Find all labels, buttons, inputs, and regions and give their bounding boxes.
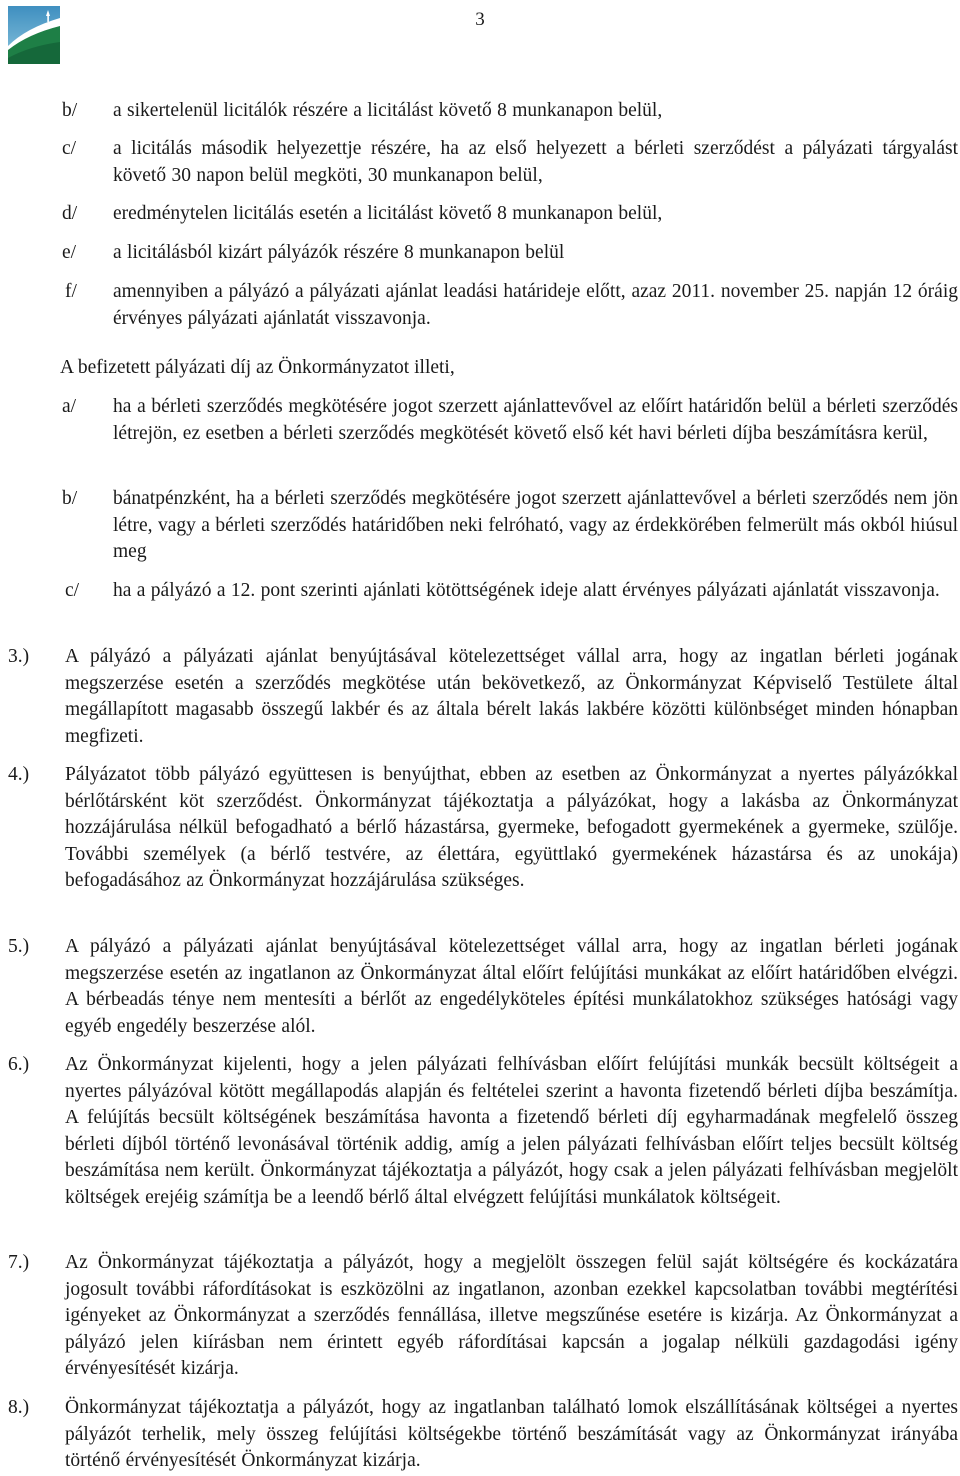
list-item-text: a sikertelenül licitálók részére a licitálást követő 8 munkanapon belül, [113, 100, 663, 121]
list-item-text: a licitálás második helyezettje részére, ha az első helyezett a bérleti szerződést a pályázati tárgyalást követő 30 napon belül megköti, 30 munkanapon belül, [113, 138, 958, 186]
page-number: 3 [475, 9, 485, 30]
section-text: Pályázatot több pályázó együttesen is benyújthat, ebben az esetben az Önkormányzat a nyertes pályázókkal bérlőtársként köt szerződést. Önkormányzat tájékoztatja a pályázókat, hogy a lakásba az Önkormányzat hozzájárulása nélkül befogadható a bérlő házastársa, gyermeke, befogadott gyermekének a gyermeke, szülője. További személyek (a bérlő testvére, az élettára, együttlakó gyermekének házastársa és az unokája) befogadásához az Önkormányzat hozzájárulása szükséges. [65, 764, 958, 891]
list-item-letter: f/ [65, 281, 77, 302]
list-item-letter: d/ [62, 203, 78, 224]
list-item-letter: b/ [62, 488, 78, 509]
list-item-letter: b/ [62, 100, 78, 121]
section-text: A pályázó a pályázati ajánlat benyújtásával kötelezettséget vállal arra, hogy az ingatlan bérleti jogának megszerzése esetén az ingatlanon az Önkormányzat által előírt felújítási munkákat az előírt határidőben elvégzi. A bérbeadás ténye nem mentesíti a bérlőt az engedélyköteles építési munkálatokhoz szükséges hatósági vagy egyéb engedély beszerzése alól. [65, 936, 958, 1037]
section-text: Az Önkormányzat kijelenti, hogy a jelen pályázati felhívásban előírt felújítási munkák becsült költségeit a nyertes pályázóval kötött megállapodás alapján és feltételei szerint a havonta fizetendő bérleti díjba beszámítja. A felújítás becsült költségének beszámítása havonta a fizetendő bérleti díj egyharmadának megfelelő összeg bérleti díjból történő levonásával történik addig, amíg a jelen pályázati felhívásban előírt teljes becsült költség beszámítása nem került. Önkormányzat tájékoztatja a pályázót, hogy csak a jelen pályázati felhívásban megjelölt költségek erejéig számítja be a leendő bérlő által elvégzett felújítási munkálatok költségeit. [65, 1054, 958, 1208]
list-item-text: ha a pályázó a 12. pont szerinti ajánlati kötöttségének ideje alatt érvényes pályázati ajánlatát visszavonja. [113, 580, 940, 601]
section-text: Az Önkormányzat tájékoztatja a pályázót, hogy a megjelölt összegen felül saját költségére és kockázatára jogosult további ráfordításokat is eszközölni az ingatlanon, azonban ezekkel kapcsolatban további megtérítési igényeket az Önkormányzat a szerződés fennállása, illetve megszűnése esetére is kizárja. Az Önkormányzat a pályázó jelen kiírásban nem érintett egyéb ráfordításai kapcsán a jogalap nélküli gazdagodási igény érvényesítését kizárja. [65, 1252, 958, 1379]
list-item-letter: e/ [62, 242, 77, 263]
section-text: A pályázó a pályázati ajánlat benyújtásával kötelezettséget vállal arra, hogy az ingatlan bérleti jogának megszerzése esetén a szerződés megkötése után bekövetkező, az Önkormányzat Képviselő Testülete által megállapított magasabb összegű lakbér és az általa bérelt lakás lakbére közötti különbséget minden hónapban megfizeti. [65, 646, 958, 747]
section-number: 7.) [8, 1252, 30, 1273]
section-number: 5.) [8, 936, 30, 957]
list-item-letter: c/ [65, 580, 80, 601]
list-item-text: bánatpénzként, ha a bérleti szerződés megkötésére jogot szerzett ajánlattevővel a bérleti szerződés nem jön létre, vagy a bérleti szerződés határidőben neki felróható, vagy az érdekkörében felmerült más okból hiúsul meg [113, 488, 958, 562]
list-item-text: amennyiben a pályázó a pályázati ajánlat leadási határideje előtt, azaz 2011. november 25. napján 12 óráig érvényes pályázati ajánlatát visszavonja. [113, 281, 958, 329]
list-item-text: eredménytelen licitálás esetén a licitálást követő 8 munkanapon belül, [113, 203, 663, 224]
section-text: Önkormányzat tájékoztatja a pályázót, hogy az ingatlanban található lomok elszállításának költségei a nyertes pályázót terhelik, mely összeg felújítási költségekbe történő beszámítását vagy az Önkormányzat irányába történő érvényesítését Önkormányzat kizárja. [65, 1397, 958, 1471]
list-item-letter: a/ [62, 396, 77, 417]
list-item-text: ha a bérleti szerződés megkötésére jogot szerzett ajánlattevővel az előírt határidőn belül a bérleti szerződés létrejön, ez esetben a bérleti szerződés megkötését követő első két havi bérleti díjba beszámításra kerül, [113, 396, 958, 444]
section-number: 8.) [8, 1397, 30, 1418]
list-item-text: a licitálásból kizárt pályázók részére 8 munkanapon belül [113, 242, 565, 263]
section-number: 6.) [8, 1054, 30, 1075]
list-item-letter: c/ [62, 138, 77, 159]
section-number: 4.) [8, 764, 30, 785]
section-number: 3.) [8, 646, 30, 667]
intro-paragraph: A befizetett pályázati díj az Önkormányzatot illeti, [60, 357, 455, 378]
